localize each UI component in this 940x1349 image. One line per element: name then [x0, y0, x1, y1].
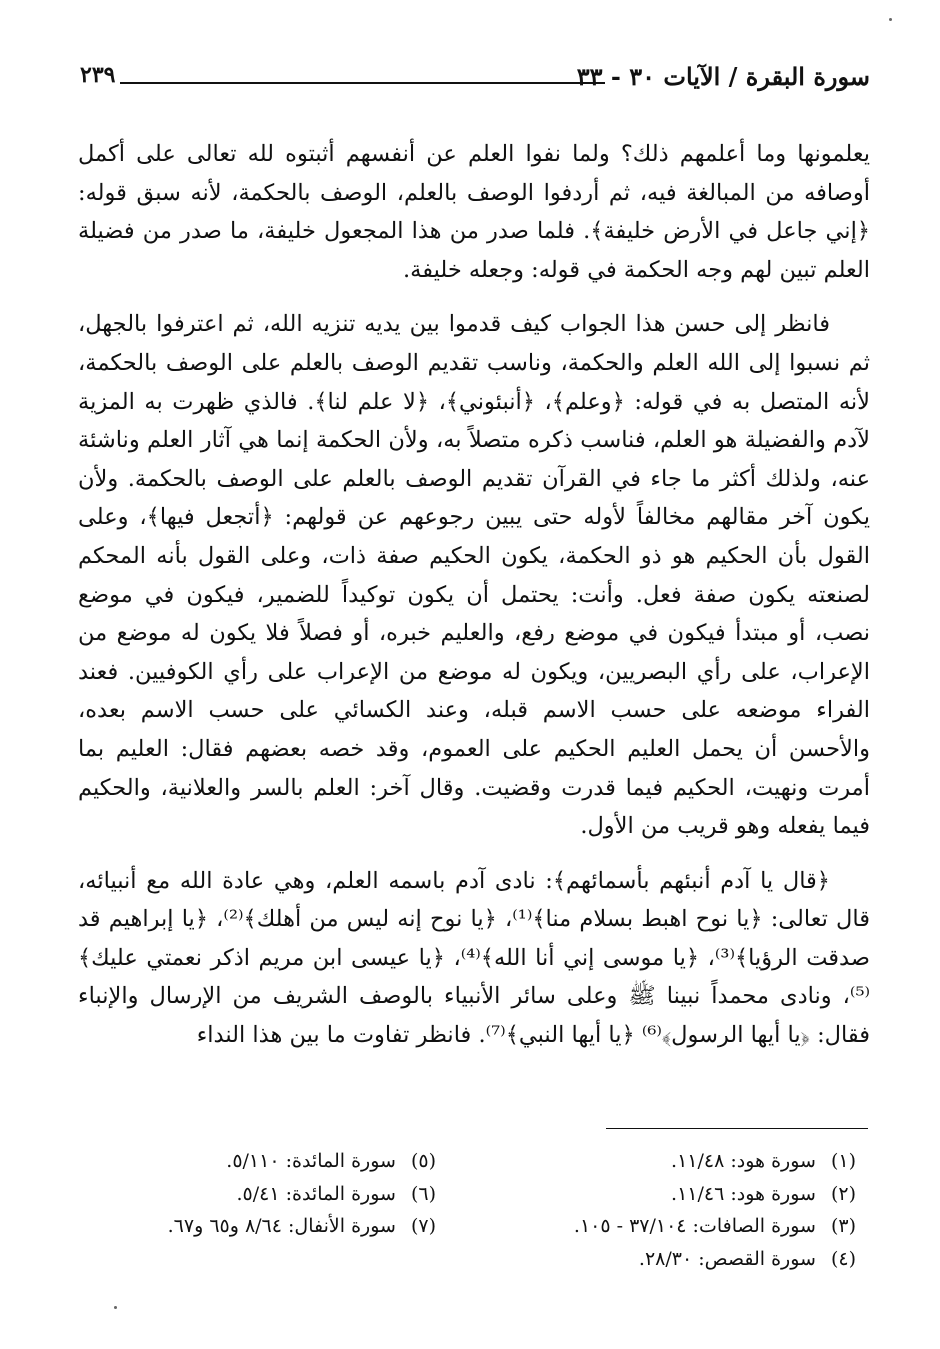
footnote-number: (٦) [410, 1182, 436, 1205]
footnote-item [116, 1145, 436, 1178]
footnote-number: (٥) [410, 1150, 436, 1172]
footnote-text: سورة القصص: ٢٨/٣٠. [638, 1247, 816, 1270]
footnote-item [116, 1210, 436, 1243]
footnote-number: (٣) [830, 1215, 856, 1237]
footnote-item [496, 1243, 856, 1276]
footnote-item [116, 1178, 436, 1211]
footnote-text: سورة هود: ١١/٤٨. [671, 1150, 816, 1172]
footnote-text: سورة الصافات: ٣٧/١٠٤ - ١٠٥. [573, 1215, 816, 1237]
footnote-rule [606, 1128, 868, 1129]
footnotes-column-left [116, 1145, 436, 1243]
page-header [80, 62, 870, 102]
scan-speck [114, 1306, 117, 1309]
main-text [78, 135, 870, 1055]
paragraph-3: ﴿قال يا آدم أنبئهم بأسمائهم﴾: نادى آدم باسمه العلم، وهي عادة الله مع أنبيائه، قال تعالى: ﴿يا نوح اهبط بسلام منا﴾⁽¹⁾، ﴿يا نوح إنه ليس من أهلك﴾⁽²⁾، ﴿يا إبراهيم قد صدقت الرؤيا﴾⁽³⁾، ﴿يا موسى إني أنا الله﴾⁽⁴⁾، ﴿يا عيسى ابن مريم اذكر نعمتي عليك﴾⁽⁵⁾، ونادى محمداً نبينا ﷺ وعلى سائر الأنبياء بالوصف الشريف من الإرسال والإنباء فقال: ﴿يا أيها الرسول﴾⁽⁶⁾ ﴿يا أيها النبي﴾⁽⁷⁾. فانظر تفاوت ما بين هذا النداء [78, 867, 870, 1049]
running-title: سورة البقرة / الآيات ٣٠ - ٣٣ [576, 62, 870, 91]
scan-speck [889, 18, 892, 21]
paragraph-1: يعلمونها وما أعلمهم ذلك؟ ولما نفوا العلم عن أنفسهم أثبتوه لله تعالى على أكمل أوصافه من المبالغة فيه، ثم أردفوا الوصف بالعلم، الوصف بالحكمة، لأنه سبق قوله: ﴿إني جاعل في الأرض خليفة﴾. فلما صدر من هذا المجعول خليفة، ما صدر من فضيلة العلم تبين لهم وجه الحكمة في قوله: وجعله خليفة. [78, 141, 870, 283]
footnote-item [496, 1145, 856, 1178]
footnote-item [496, 1178, 856, 1211]
footnote-number: (١) [830, 1150, 856, 1172]
page-number: ٢٣٩ [80, 62, 116, 88]
footnote-text: سورة المائدة: ٥/٤١. [236, 1182, 396, 1205]
footnote-text: سورة هود: ١١/٤٦. [671, 1182, 816, 1205]
paragraph-2: فانظر إلى حسن هذا الجواب كيف قدموا بين يديه تنزيه الله، ثم اعترفوا بالجهل، ثم نسبوا إلى الله العلم والحكمة، وناسب تقديم الوصف بالعلم على الوصف بالحكمة، لأنه المتصل به في قوله: ﴿وعلم﴾، ﴿أنبئوني﴾، ﴿لا علم لنا﴾. فالذي ظهرت به المزية لآدم والفضيلة هو العلم، فناسب ذكره متصلاً به، ولأن الحكمة إنما هي آثار العلم وناشئة عنه، ولذلك أكثر ما جاء في القرآن تقديم الوصف بالعلم على الوصف بالحكمة. ولأن يكون آخر مقالهم مخالفاً لأوله حتى يبين رجوعهم عن قولهم: ﴿أتجعل فيها﴾، وعلى القول بأن الحكيم هو ذو الحكمة، يكون الحكيم صفة ذات، وعلى القول بأنه المحكم لصنعته يكون صفة فعل. وأنت: يحتمل أن يكون توكيداً للضمير، فيكون في موضع نصب، أو مبتدأ فيكون في موضع رفع، والعليم خبره، أو فصلاً فلا يكون له موضع من الإعراب، على رأي البصريين، ويكون له موضع من الإعراب على رأي الكوفيين. فعند الفراء موضعه على حسب الاسم قبله، وعند الكسائي على حسب الاسم بعده، والأحسن أن يحمل العليم الحكيم على العموم، وقد خصه بعضهم فقال: العليم بما أمرت ونهيت، الحكيم فيما قدرت وقضيت. وقال آخر: العلم بالسر والعلانية، والحكيم فيما يفعله وهو قريب من الأول. [78, 311, 870, 840]
footnotes [120, 1145, 856, 1285]
footnote-text: سورة المائدة: ٥/١١٠. [226, 1150, 396, 1172]
footnote-number: (٧) [410, 1215, 436, 1237]
footnote-item [496, 1210, 856, 1243]
header-rule [120, 82, 605, 84]
footnotes-column-right [496, 1145, 856, 1275]
footnote-number: (٢) [830, 1182, 856, 1205]
footnote-text: سورة الأنفال: ٨/٦٤ و٦٥ و٦٧. [167, 1215, 396, 1237]
footnote-number: (٤) [830, 1247, 856, 1270]
